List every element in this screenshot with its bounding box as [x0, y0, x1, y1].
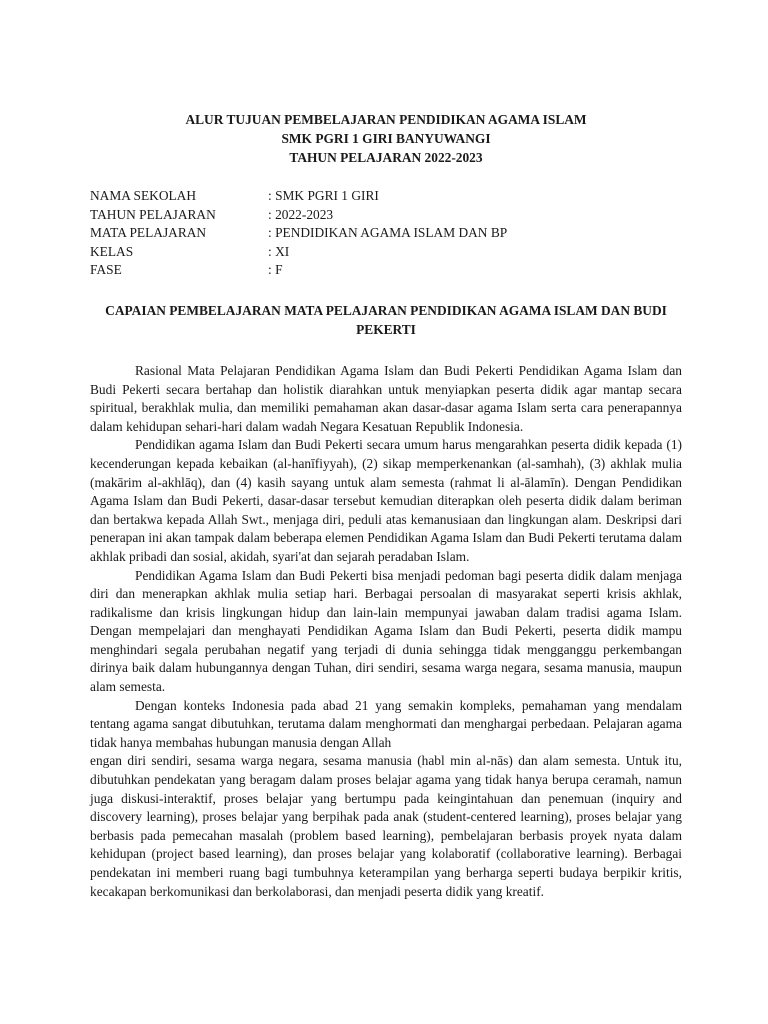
meta-key: FASE	[90, 262, 122, 278]
meta-row-class	[90, 243, 682, 262]
meta-value: : PENDIDIKAN AGAMA ISLAM DAN BP	[268, 224, 507, 243]
meta-key: MATA PELAJARAN	[90, 225, 207, 241]
title-line: ALUR TUJUAN PEMBELAJARAN PENDIDIKAN AGAMA ISLAM	[185, 112, 587, 127]
title-line: TAHUN PELAJARAN 2022-2023	[289, 150, 483, 165]
title-line: SMK PGRI 1 GIRI BANYUWANGI	[281, 131, 491, 146]
meta-row-school	[90, 187, 682, 206]
meta-key: KELAS	[90, 243, 134, 259]
meta-value: : F	[268, 261, 283, 280]
meta-key: TAHUN PELAJARAN	[90, 206, 216, 222]
paragraph: engan diri sendiri, sesama warga negara, sesama manusia (habl min al-nās) dan alam semesta. Untuk itu, dibutuhkan pendekatan yang beragam dalam proses belajar agama yang tidak hanya berupa ceramah, namun juga diskusi-interaktif, proses belajar yang bertumpu pada keingintahuan dan penemuan (inquiry and discovery learning), proses belajar yang berpihak pada anak (student-centered learning), proses belajar yang berbasis pada pemecahan masalah (problem based learning), pembelajaran berbasis proyek nyata dalam kehidupan (project based learning), dan proses belajar yang kolaboratif (collaborative learning). Berbagai pendekatan ini memberi ruang bagi tumbuhnya keterampilan yang berharga seperti budaya berpikir kritis, kecakapan berkomunikasi dan berkolaborasi, dan menjadi peserta didik yang kreatif.	[90, 753, 682, 899]
meta-row-subject	[90, 224, 682, 243]
paragraph: Pendidikan agama Islam dan Budi Pekerti secara umum harus mengarahkan peserta didik kepada (1) kecenderungan kepada kebaikan (al-hanīfiyyah), (2) sikap memperkenankan (al-samhah), (3) akhlak mulia (makārim al-akhlāq), dan (4) kasih sayang untuk alam semesta (rahmat li al-ālamīn). Dengan Pendidikan Agama Islam dan Budi Pekerti, dasar-dasar tersebut kemudian diterapkan oleh peserta didik dalam beriman dan bertakwa kepada Allah Swt., menjaga diri, peduli atas kemanusiaan dan lingkungan alam. Deskripsi dari penerapan ini akan tampak dalam beberapa elemen Pendidikan Agama Islam dan Budi Pekerti terutama dalam akhlak pribadi dan sosial, akidah, syari'at dan sejarah peradaban Islam.	[90, 437, 682, 564]
meta-key: NAMA SEKOLAH	[90, 188, 197, 203]
meta-value: : XI	[268, 243, 289, 262]
document-metadata	[90, 187, 682, 280]
paragraph: Dengan konteks Indonesia pada abad 21 yang semakin kompleks, pemahaman yang mendalam tentang agama sangat dibutuhkan, terutama dalam menghormati dan menghargai perbedaan. Pelajaran agama tidak hanya membahas hubungan manusia dengan Allah	[90, 697, 682, 750]
meta-value: : SMK PGRI 1 GIRI	[268, 187, 379, 206]
paragraph: Pendidikan Agama Islam dan Budi Pekerti bisa menjadi pedoman bagi peserta didik dalam menjaga diri dan menerapkan akhlak mulia setiap hari. Berbagai persoalan di masyarakat seperti krisis akhlak, radikalisme dan krisis lingkungan hidup dan lain-lain mempunyai jawaban dalam tradisi agama Islam. Dengan mempelajari dan menghayati Pendidikan Agama Islam dan Budi Pekerti, peserta didik mampu menghindari segala perubahan negatif yang terjadi di dunia sehingga tidak mengganggu perkembangan dirinya baik dalam hubungannya dengan Tuhan, diri sendiri, sesama warga negara, sesama manusia, maupun alam semesta.	[90, 567, 682, 695]
document-title	[90, 110, 682, 167]
section-heading: CAPAIAN PEMBELAJARAN MATA PELAJARAN PENDIDIKAN AGAMA ISLAM DAN BUDI PEKERTI	[105, 302, 667, 337]
meta-row-year	[90, 206, 682, 225]
document-page	[90, 0, 682, 901]
meta-value: : 2022-2023	[268, 206, 333, 225]
meta-row-phase	[90, 261, 682, 280]
body-text	[90, 362, 682, 901]
paragraph: Rasional Mata Pelajaran Pendidikan Agama Islam dan Budi Pekerti Pendidikan Agama Islam dan Budi Pekerti secara bertahap dan holistik diarahkan untuk menyiapkan peserta didik agar mantap secara spiritual, berakhlak mulia, dan memiliki pemahaman akan dasar-dasar agama Islam serta cara penerapannya dalam kehidupan sehari-hari dalam wadah Negara Kesatuan Republik Indonesia.	[90, 362, 682, 434]
